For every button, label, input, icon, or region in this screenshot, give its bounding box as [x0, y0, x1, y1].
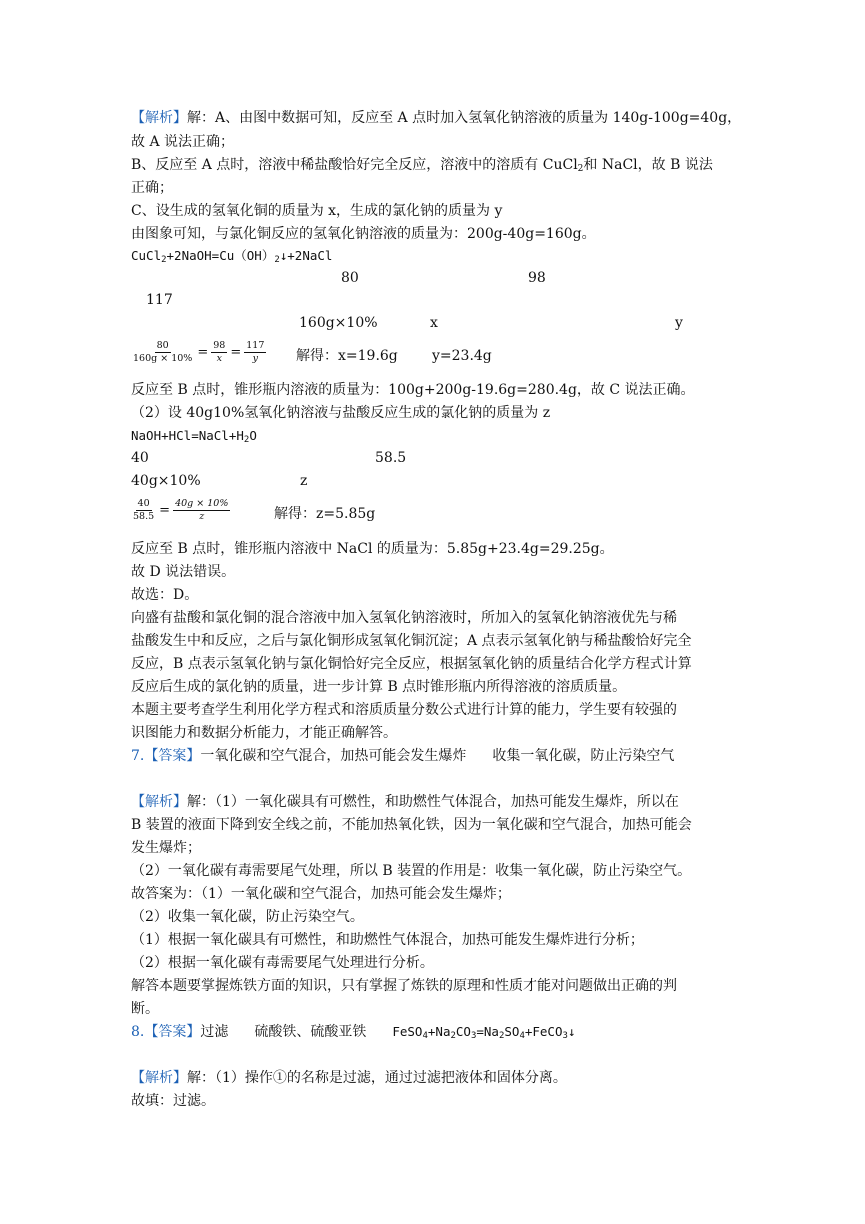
q6-var-y: y	[675, 315, 683, 331]
q6-line-2: 故 A 说法正确；	[131, 134, 235, 150]
q6-line-1: 【解析】解：A、由图中数据可知，反应至 A 点时加入氢氧化钠溶液的质量为 140g-100g=40g，	[131, 110, 742, 126]
q7-line-7: （1）根据一氧化碳具有可燃性，和助燃性气体混合，加热可能发生爆炸进行分析；	[131, 932, 644, 948]
q6-mass-80: 80	[341, 270, 359, 286]
q6-line-4: 正确；	[131, 180, 173, 196]
q6-line-16: 本题主要考查学生利用化学方程式和溶质质量分数公式进行计算的能力，学生要有较强的	[131, 702, 677, 718]
q7-line-4: （2）一氧化碳有毒需要尾气处理，所以 B 装置的作用是：收集一氧化碳，防止污染空气。	[131, 863, 692, 879]
q6-proportion-formula-2: $\frac{40}{58.5}$ = $\frac{40g \times 10\%}{z}$	[133, 498, 229, 522]
q8-number: 8.	[131, 1024, 145, 1040]
q6-line-3: B、反应至 A 点时，溶液中稀盐酸恰好完全反应，溶液中的溶质有 CuCl$_2$和 NaCl，故 B 说法	[131, 157, 713, 174]
q8-answer-line: 8.【答案】过滤 硫酸铁、硫酸亚铁 $FeSO_4+Na_2CO_3=Na_2SO_4+FeCO_3↓$	[131, 1024, 576, 1041]
q6-line-7: 反应至 B 点时，锥形瓶内溶液的质量为：100g+200g-19.6g=280.4g，故 C 说法正确。	[131, 382, 695, 398]
q6-line-6: 由图象可知，与氯化铜反应的氢氧化钠溶液的质量为：200g-40g=160g。	[131, 226, 596, 242]
q7-line-10: 断。	[131, 1001, 159, 1017]
q6-solution-z: 解得：z=5.85g	[274, 506, 376, 522]
q6-line-9: 反应至 B 点时，锥形瓶内溶液中 NaCl 的质量为：5.85g+23.4g=29.25g。	[131, 541, 614, 557]
q6-solution-x: 解得：x=19.6g	[296, 348, 398, 364]
q6-line-13: 盐酸发生中和反应，之后与氯化铜形成氢氧化铜沉淀；A 点表示氢氧化钠与稀盐酸恰好完全	[131, 633, 692, 649]
analysis-tag: 【解析】	[131, 794, 187, 810]
answer-tag: 【答案】	[144, 748, 201, 764]
q6-solution-y: y=23.4g	[432, 348, 492, 364]
q6-line-11: 故选：D。	[131, 587, 199, 603]
analysis-tag: 【解析】	[131, 110, 187, 126]
q7-answer-line: 7.【答案】一氧化碳和空气混合，加热可能会发生爆炸 收集一氧化碳，防止污染空气	[131, 748, 675, 764]
q6-line-5: C、设生成的氢氧化铜的质量为 x，生成的氯化钠的质量为 y	[131, 203, 503, 219]
q6-line-8: （2）设 40g10%氢氧化钠溶液与盐酸反应生成的氯化钠的质量为 z	[131, 405, 551, 421]
q7-line-9: 解答本题要掌握炼铁方面的知识，只有掌握了炼铁的原理和性质才能对问题做出正确的判	[131, 978, 677, 994]
q6-mass-40g: 40g×10%	[131, 473, 201, 489]
q7-line-2: B 装置的液面下降到安全线之前，不能加热氧化铁，因为一氧化碳和空气混合，加热可能会	[131, 817, 692, 833]
q7-line-6: （2）收集一氧化碳，防止污染空气。	[131, 909, 364, 925]
q6-mass-117: 117	[146, 292, 173, 308]
q7-line-5: 故答案为：（1）一氧化碳和空气混合，加热可能会发生爆炸；	[131, 886, 511, 902]
q8-equation: $FeSO_4+Na_2CO_3=Na_2SO_4+FeCO_3↓$	[392, 1024, 576, 1041]
q6-line-17: 识图能力和数据分析能力，才能正确解答。	[131, 725, 397, 741]
q6-line-10: 故 D 说法错误。	[131, 564, 236, 580]
q8-line-1: 【解析】解：（1）操作①的名称是过滤，通过过滤把液体和固体分离。	[131, 1070, 567, 1086]
q8-line-2: 故填：过滤。	[131, 1093, 215, 1109]
q7-number: 7.	[131, 748, 145, 764]
answer-tag: 【答案】	[144, 1024, 201, 1040]
q6-var-x: x	[430, 315, 438, 331]
q7-line-1: 【解析】解：（1）一氧化碳具有可燃性，和助燃性气体混合，加热可能发生爆炸，所以在	[131, 794, 679, 810]
q6-var-z: z	[300, 473, 308, 489]
q6-line-14: 反应，B 点表示氢氧化钠与氯化铜恰好完全反应，根据氢氧化钠的质量结合化学方程式计算	[131, 656, 692, 672]
analysis-tag: 【解析】	[131, 1070, 187, 1086]
q6-proportion-formula: $\frac{80}{160g \times 10\%}$ = $\frac{98}{x}$ = $\frac{117}{y}$	[133, 340, 265, 364]
q6-mass-160g: 160g×10%	[299, 315, 378, 331]
q6-mass-98: 98	[528, 270, 546, 286]
q6-equation-1: $CuCl_2+2NaOH=Cu(OH)_2↓+2NaCl$	[131, 248, 333, 265]
q7-line-3: 发生爆炸；	[131, 840, 201, 856]
q7-line-8: （2）根据一氧化碳有毒需要尾气处理进行分析。	[131, 955, 434, 971]
q6-mass-40: 40	[131, 450, 149, 466]
q6-mass-58-5: 58.5	[375, 450, 407, 466]
q6-line-12: 向盛有盐酸和氯化铜的混合溶液中加入氢氧化钠溶液时，所加入的氢氧化钠溶液优先与稀	[131, 610, 677, 626]
q6-line-15: 反应后生成的氯化钠的质量，进一步计算 B 点时锥形瓶内所得溶液的溶质质量。	[131, 679, 627, 695]
q6-equation-2: $NaOH+HCl=NaCl+H_2O$	[131, 428, 257, 445]
